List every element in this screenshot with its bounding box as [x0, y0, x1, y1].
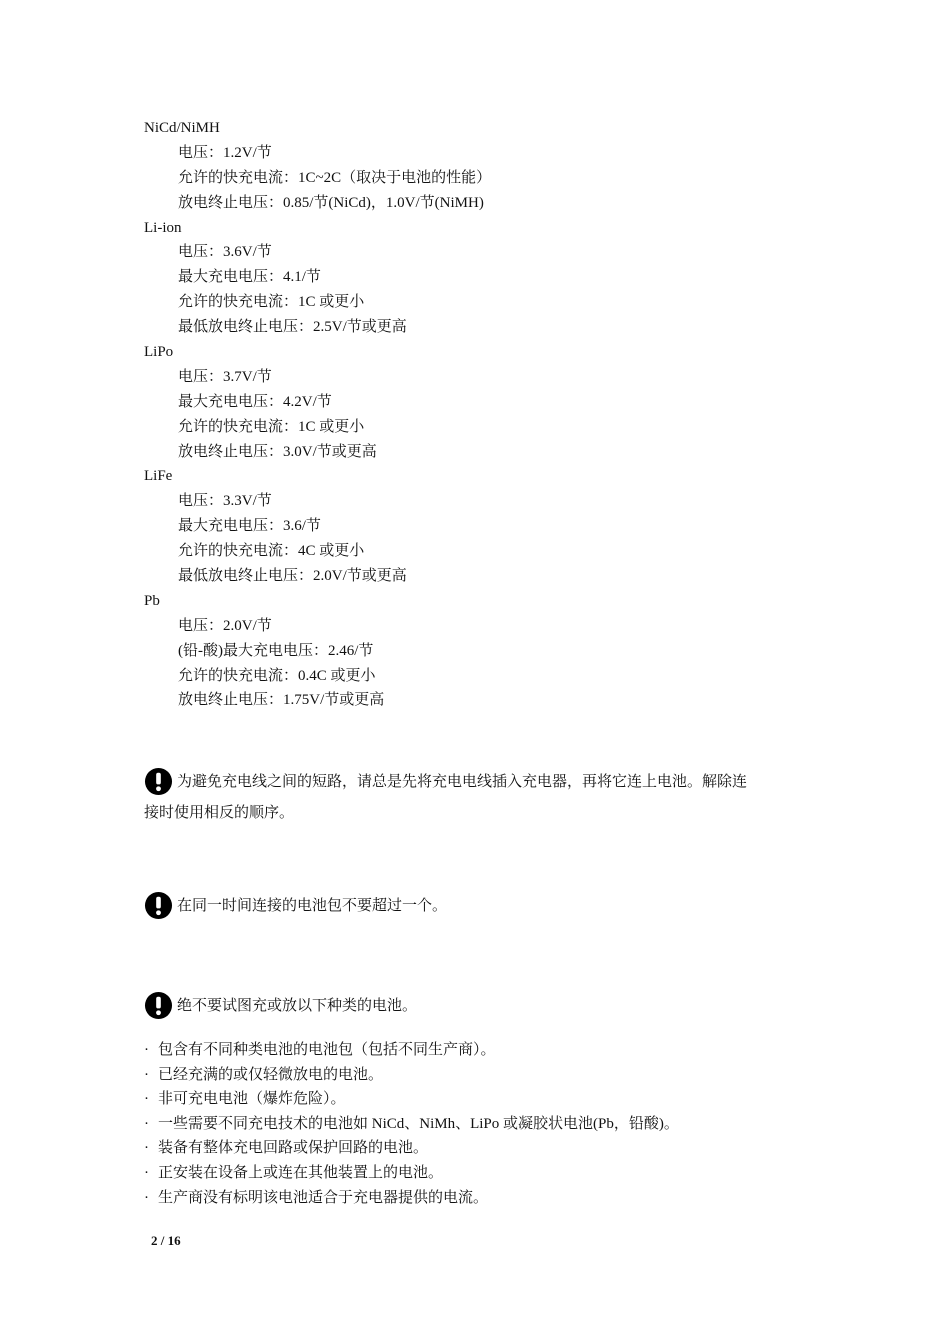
- battery-spec-line: 允许的快充电流：0.4C 或更小: [178, 667, 376, 684]
- battery-spec-line: 最大充电电压：4.1/节: [178, 269, 321, 286]
- list-item-text: 正安装在设备上或连在其他装置上的电池。: [158, 1164, 444, 1181]
- page-number: 2 / 16: [151, 1233, 181, 1248]
- bullet-marker: ·: [144, 1066, 149, 1083]
- battery-spec-line: 放电终止电压：0.85/节(NiCd)，1.0V/节(NiMH): [178, 194, 484, 211]
- battery-spec-line: 电压：3.3V/节: [178, 493, 272, 510]
- battery-type-heading: NiCd/NiMH: [144, 120, 220, 136]
- battery-spec-line: (铅-酸)最大充电电压：2.46/节: [178, 642, 374, 659]
- bullet-marker: ·: [144, 1164, 149, 1181]
- battery-spec-line: 电压：3.7V/节: [178, 368, 272, 385]
- list-item: [144, 1136, 844, 1161]
- battery-spec-line: 最大充电电压：4.2V/节: [178, 393, 332, 410]
- exclamation-circle-icon: [144, 767, 173, 796]
- list-item-text: 包含有不同种类电池的电池包（包括不同生产商）。: [158, 1042, 496, 1058]
- bullet-marker: ·: [144, 1115, 149, 1132]
- battery-type-heading: Li-ion: [144, 219, 182, 236]
- list-item: [144, 1161, 844, 1186]
- battery-spec-line: 放电终止电压：3.0V/节或更高: [178, 443, 377, 460]
- list-item-text: 非可充电电池（爆炸危险）。: [158, 1091, 346, 1108]
- exclamation-circle-icon: [144, 991, 173, 1020]
- battery-spec-list: [144, 116, 844, 713]
- battery-type-heading: LiFe: [144, 468, 173, 485]
- warning-text: 在同一时间连接的电池包不要超过一个。: [177, 898, 448, 914]
- bullet-marker: ·: [144, 1140, 149, 1157]
- battery-type-heading: Pb: [144, 592, 160, 609]
- battery-spec-line: 允许的快充电流：4C 或更小: [178, 543, 365, 560]
- forbidden-battery-list: [144, 1038, 844, 1210]
- battery-spec-line: 允许的快充电流：1C 或更小: [178, 294, 365, 311]
- list-item-text: 装备有整体充电回路或保护回路的电池。: [158, 1140, 429, 1157]
- list-item: [144, 1186, 844, 1211]
- battery-spec-line: 电压：1.2V/节: [178, 144, 272, 161]
- battery-spec-line: 允许的快充电流：1C 或更小: [178, 418, 365, 435]
- battery-spec-line: 最低放电终止电压：2.0V/节或更高: [178, 568, 407, 585]
- list-item-text: 已经充满的或仅轻微放电的电池。: [158, 1066, 384, 1083]
- list-item: [144, 1112, 844, 1137]
- battery-spec-line: 最大充电电压：3.6/节: [178, 518, 321, 535]
- list-item: [144, 1087, 844, 1112]
- list-item: [144, 1063, 844, 1088]
- battery-spec-line: 电压：3.6V/节: [178, 244, 272, 261]
- warning-text: 为避免充电线之间的短路，请总是先将充电电线插入充电器，再将它连上电池。解除连: [177, 774, 748, 790]
- bullet-marker: ·: [144, 1189, 149, 1206]
- warning-text: 绝不要试图充或放以下种类的电池。: [177, 998, 418, 1014]
- exclamation-circle-icon: [144, 891, 173, 920]
- battery-spec-line: 允许的快充电流：1C~2C（取决于电池的性能）: [178, 169, 492, 186]
- battery-spec-line: 最低放电终止电压：2.5V/节或更高: [178, 319, 407, 336]
- warning-text-continued: 接时使用相反的顺序。: [144, 805, 295, 821]
- bullet-marker: ·: [144, 1091, 149, 1108]
- list-item-text: 生产商没有标明该电池适合于充电器提供的电流。: [158, 1189, 489, 1206]
- bullet-marker: ·: [144, 1042, 149, 1058]
- battery-type-heading: LiPo: [144, 344, 174, 361]
- warning-note-single-pack: [144, 891, 824, 922]
- battery-spec-line: 电压：2.0V/节: [178, 617, 272, 634]
- list-item: [144, 1038, 844, 1063]
- list-item-text: 一些需要不同充电技术的电池如 NiCd、NiMh、LiPo 或凝胶状电池(Pb，铅酸)。: [158, 1115, 679, 1132]
- warning-note-connection-order: [144, 767, 824, 829]
- warning-note-forbidden-batteries: [144, 991, 824, 1022]
- battery-spec-line: 放电终止电压：1.75V/节或更高: [178, 692, 385, 709]
